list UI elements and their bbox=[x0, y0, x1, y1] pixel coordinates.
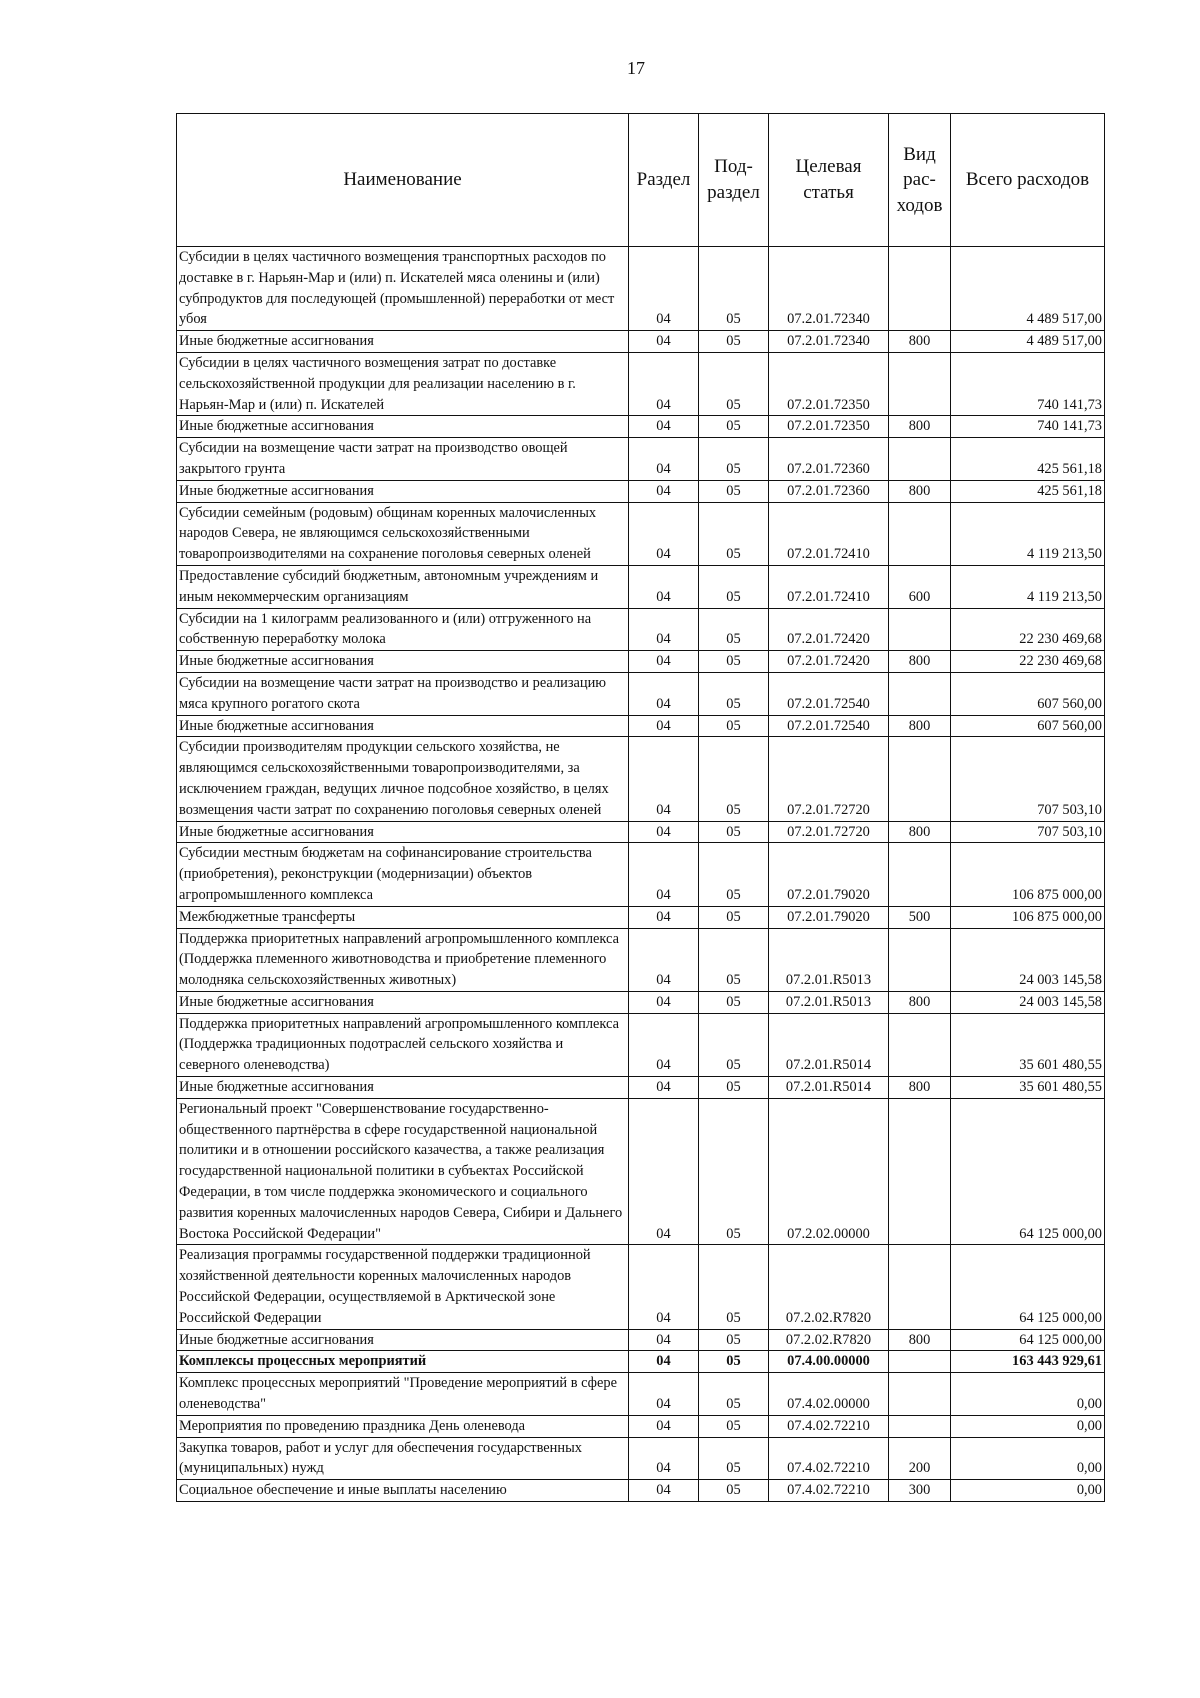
cell-total: 0,00 bbox=[951, 1480, 1105, 1502]
cell-name: Закупка товаров, работ и услуг для обеспечения государственных (муниципальных) нужд bbox=[177, 1437, 629, 1480]
cell-subsection: 05 bbox=[699, 352, 769, 415]
cell-subsection: 05 bbox=[699, 715, 769, 737]
cell-target: 07.2.01.R5014 bbox=[769, 1013, 889, 1076]
cell-type: 800 bbox=[889, 715, 951, 737]
cell-name: Иные бюджетные ассигнования bbox=[177, 480, 629, 502]
cell-type: 800 bbox=[889, 331, 951, 353]
cell-name: Иные бюджетные ассигнования bbox=[177, 1329, 629, 1351]
cell-section: 04 bbox=[629, 608, 699, 651]
cell-subsection: 05 bbox=[699, 821, 769, 843]
cell-name: Субсидии в целях частичного возмещения затрат по доставке сельскохозяйственной продукции для реализации населению в г. Нарьян-Мар и (или) п. Искателей bbox=[177, 352, 629, 415]
cell-total: 0,00 bbox=[951, 1437, 1105, 1480]
cell-total: 4 119 213,50 bbox=[951, 502, 1105, 565]
cell-name: Иные бюджетные ассигнования bbox=[177, 1077, 629, 1099]
cell-total: 4 489 517,00 bbox=[951, 247, 1105, 331]
cell-type: 800 bbox=[889, 416, 951, 438]
cell-type bbox=[889, 352, 951, 415]
cell-target: 07.2.01.72360 bbox=[769, 480, 889, 502]
cell-type bbox=[889, 502, 951, 565]
cell-subsection: 05 bbox=[699, 1329, 769, 1351]
cell-target: 07.2.01.72720 bbox=[769, 821, 889, 843]
cell-target: 07.4.02.72210 bbox=[769, 1437, 889, 1480]
cell-total: 607 560,00 bbox=[951, 672, 1105, 715]
table-row bbox=[177, 352, 1105, 415]
cell-target: 07.2.01.72360 bbox=[769, 438, 889, 481]
cell-section: 04 bbox=[629, 1245, 699, 1329]
cell-section: 04 bbox=[629, 1077, 699, 1099]
cell-section: 04 bbox=[629, 651, 699, 673]
cell-target: 07.4.02.72210 bbox=[769, 1480, 889, 1502]
cell-section: 04 bbox=[629, 928, 699, 991]
cell-total: 0,00 bbox=[951, 1373, 1105, 1416]
table-row bbox=[177, 1480, 1105, 1502]
cell-name: Иные бюджетные ассигнования bbox=[177, 651, 629, 673]
cell-type: 800 bbox=[889, 991, 951, 1013]
cell-section: 04 bbox=[629, 352, 699, 415]
cell-section: 04 bbox=[629, 715, 699, 737]
table-row bbox=[177, 1013, 1105, 1076]
cell-type bbox=[889, 608, 951, 651]
cell-subsection: 05 bbox=[699, 1098, 769, 1245]
cell-section: 04 bbox=[629, 1013, 699, 1076]
cell-type bbox=[889, 1245, 951, 1329]
cell-total: 24 003 145,58 bbox=[951, 991, 1105, 1013]
cell-name: Субсидии в целях частичного возмещения транспортных расходов по доставке в г. Нарьян-Мар и (или) п. Искателей мяса оленины и (или) субпродуктов для последующей (промышленной) переработки от мест убоя bbox=[177, 247, 629, 331]
table-row bbox=[177, 1329, 1105, 1351]
table-row bbox=[177, 1437, 1105, 1480]
table-row bbox=[177, 438, 1105, 481]
table-row bbox=[177, 331, 1105, 353]
cell-subsection: 05 bbox=[699, 1373, 769, 1416]
cell-subsection: 05 bbox=[699, 480, 769, 502]
table-row bbox=[177, 1351, 1105, 1373]
table-row bbox=[177, 843, 1105, 906]
table-row bbox=[177, 416, 1105, 438]
cell-total: 22 230 469,68 bbox=[951, 651, 1105, 673]
cell-type bbox=[889, 1415, 951, 1437]
table-row bbox=[177, 928, 1105, 991]
cell-type bbox=[889, 1013, 951, 1076]
cell-name: Социальное обеспечение и иные выплаты населению bbox=[177, 1480, 629, 1502]
cell-section: 04 bbox=[629, 480, 699, 502]
cell-subsection: 05 bbox=[699, 651, 769, 673]
cell-total: 106 875 000,00 bbox=[951, 906, 1105, 928]
cell-section: 04 bbox=[629, 1480, 699, 1502]
cell-type bbox=[889, 737, 951, 821]
cell-section: 04 bbox=[629, 1351, 699, 1373]
cell-section: 04 bbox=[629, 672, 699, 715]
cell-section: 04 bbox=[629, 1098, 699, 1245]
cell-target: 07.2.01.72350 bbox=[769, 352, 889, 415]
cell-total: 64 125 000,00 bbox=[951, 1329, 1105, 1351]
cell-name: Субсидии производителям продукции сельского хозяйства, не являющимся сельскохозяйственными товаропроизводителями, за исключением граждан, ведущих личное подсобное хозяйство, в целях возмещения части затрат по сохранению поголовья северных оленей bbox=[177, 737, 629, 821]
header-name: Наименование bbox=[177, 114, 629, 247]
table-row bbox=[177, 1245, 1105, 1329]
table-header bbox=[177, 114, 1105, 247]
cell-subsection: 05 bbox=[699, 1480, 769, 1502]
cell-name: Субсидии на возмещение части затрат на производство овощей закрытого грунта bbox=[177, 438, 629, 481]
cell-target: 07.2.01.72350 bbox=[769, 416, 889, 438]
cell-subsection: 05 bbox=[699, 331, 769, 353]
cell-name: Поддержка приоритетных направлений агропромышленного комплекса (Поддержка племенного животноводства и приобретение племенного молодняка сельскохозяйственных животных) bbox=[177, 928, 629, 991]
cell-name: Иные бюджетные ассигнования bbox=[177, 715, 629, 737]
cell-target: 07.4.02.72210 bbox=[769, 1415, 889, 1437]
cell-subsection: 05 bbox=[699, 1013, 769, 1076]
cell-target: 07.4.00.00000 bbox=[769, 1351, 889, 1373]
cell-name: Иные бюджетные ассигнования bbox=[177, 331, 629, 353]
cell-type bbox=[889, 1098, 951, 1245]
cell-section: 04 bbox=[629, 1373, 699, 1416]
cell-name: Субсидии семейным (родовым) общинам коренных малочисленных народов Севера, не являющимся сельскохозяйственными товаропроизводителями на сохранение поголовья северных оленей bbox=[177, 502, 629, 565]
cell-section: 04 bbox=[629, 438, 699, 481]
table-row bbox=[177, 1373, 1105, 1416]
table-row bbox=[177, 651, 1105, 673]
cell-total: 0,00 bbox=[951, 1415, 1105, 1437]
header-section: Раздел bbox=[629, 114, 699, 247]
cell-name: Реализация программы государственной поддержки традиционной хозяйственной деятельности коренных малочисленных народов Российской Федерации, осуществляемой в Арктической зоне Российской Федерации bbox=[177, 1245, 629, 1329]
cell-subsection: 05 bbox=[699, 502, 769, 565]
cell-total: 163 443 929,61 bbox=[951, 1351, 1105, 1373]
cell-section: 04 bbox=[629, 416, 699, 438]
cell-type: 600 bbox=[889, 565, 951, 608]
cell-section: 04 bbox=[629, 737, 699, 821]
cell-target: 07.2.01.72410 bbox=[769, 502, 889, 565]
header-total: Всего расходов bbox=[951, 114, 1105, 247]
cell-subsection: 05 bbox=[699, 565, 769, 608]
cell-target: 07.2.01.R5013 bbox=[769, 991, 889, 1013]
cell-subsection: 05 bbox=[699, 608, 769, 651]
cell-subsection: 05 bbox=[699, 1415, 769, 1437]
cell-type: 300 bbox=[889, 1480, 951, 1502]
table-row bbox=[177, 1077, 1105, 1099]
cell-total: 64 125 000,00 bbox=[951, 1245, 1105, 1329]
cell-type: 500 bbox=[889, 906, 951, 928]
cell-subsection: 05 bbox=[699, 438, 769, 481]
page-number: 17 bbox=[627, 58, 645, 78]
cell-target: 07.2.02.R7820 bbox=[769, 1245, 889, 1329]
cell-target: 07.2.01.72720 bbox=[769, 737, 889, 821]
cell-target: 07.2.01.79020 bbox=[769, 843, 889, 906]
cell-type bbox=[889, 1373, 951, 1416]
cell-subsection: 05 bbox=[699, 1351, 769, 1373]
table-row bbox=[177, 906, 1105, 928]
cell-section: 04 bbox=[629, 1415, 699, 1437]
cell-target: 07.2.01.72340 bbox=[769, 331, 889, 353]
cell-target: 07.2.01.72540 bbox=[769, 672, 889, 715]
cell-subsection: 05 bbox=[699, 672, 769, 715]
cell-type bbox=[889, 247, 951, 331]
budget-table bbox=[176, 113, 1105, 1502]
cell-total: 106 875 000,00 bbox=[951, 843, 1105, 906]
cell-total: 607 560,00 bbox=[951, 715, 1105, 737]
cell-total: 64 125 000,00 bbox=[951, 1098, 1105, 1245]
cell-name: Субсидии на возмещение части затрат на производство и реализацию мяса крупного рогатого скота bbox=[177, 672, 629, 715]
cell-name: Иные бюджетные ассигнования bbox=[177, 416, 629, 438]
cell-total: 707 503,10 bbox=[951, 821, 1105, 843]
cell-target: 07.2.01.79020 bbox=[769, 906, 889, 928]
table-row bbox=[177, 991, 1105, 1013]
table-row bbox=[177, 821, 1105, 843]
cell-name: Комплекс процессных мероприятий "Проведение мероприятий в сфере оленеводства" bbox=[177, 1373, 629, 1416]
cell-target: 07.2.01.R5014 bbox=[769, 1077, 889, 1099]
cell-total: 22 230 469,68 bbox=[951, 608, 1105, 651]
cell-type: 800 bbox=[889, 1329, 951, 1351]
table-row bbox=[177, 1415, 1105, 1437]
cell-name: Комплексы процессных мероприятий bbox=[177, 1351, 629, 1373]
table-row bbox=[177, 565, 1105, 608]
cell-type bbox=[889, 672, 951, 715]
cell-type: 200 bbox=[889, 1437, 951, 1480]
cell-subsection: 05 bbox=[699, 1077, 769, 1099]
cell-total: 24 003 145,58 bbox=[951, 928, 1105, 991]
cell-subsection: 05 bbox=[699, 991, 769, 1013]
cell-subsection: 05 bbox=[699, 843, 769, 906]
cell-type bbox=[889, 843, 951, 906]
cell-section: 04 bbox=[629, 843, 699, 906]
cell-subsection: 05 bbox=[699, 416, 769, 438]
cell-type: 800 bbox=[889, 651, 951, 673]
cell-section: 04 bbox=[629, 565, 699, 608]
cell-type: 800 bbox=[889, 1077, 951, 1099]
cell-section: 04 bbox=[629, 821, 699, 843]
cell-name: Предоставление субсидий бюджетным, автономным учреждениям и иным некоммерческим организациям bbox=[177, 565, 629, 608]
cell-subsection: 05 bbox=[699, 1245, 769, 1329]
cell-name: Иные бюджетные ассигнования bbox=[177, 991, 629, 1013]
cell-target: 07.2.01.72420 bbox=[769, 651, 889, 673]
cell-subsection: 05 bbox=[699, 247, 769, 331]
table-row bbox=[177, 715, 1105, 737]
cell-section: 04 bbox=[629, 331, 699, 353]
cell-name: Региональный проект "Совершенствование государственно-общественного партнёрства в сфере государственной национальной политики и в отношении российского казачества, а также реализация государственной национальной политики в субъектах Российской Федерации, в том числе поддержка экономического и социального развития коренных малочисленных народов Севера, Сибири и Дальнего Востока Российской Федерации" bbox=[177, 1098, 629, 1245]
cell-type bbox=[889, 928, 951, 991]
cell-total: 4 119 213,50 bbox=[951, 565, 1105, 608]
table-row bbox=[177, 608, 1105, 651]
cell-target: 07.2.01.72410 bbox=[769, 565, 889, 608]
cell-type: 800 bbox=[889, 821, 951, 843]
cell-target: 07.2.01.72540 bbox=[769, 715, 889, 737]
table-body bbox=[177, 247, 1105, 1502]
table-row bbox=[177, 672, 1105, 715]
cell-target: 07.2.02.R7820 bbox=[769, 1329, 889, 1351]
table-row bbox=[177, 480, 1105, 502]
cell-section: 04 bbox=[629, 247, 699, 331]
cell-section: 04 bbox=[629, 1329, 699, 1351]
header-type: Вид рас- ходов bbox=[889, 114, 951, 247]
cell-name: Поддержка приоритетных направлений агропромышленного комплекса (Поддержка традиционных подотраслей сельского хозяйства и северного оленеводства) bbox=[177, 1013, 629, 1076]
cell-subsection: 05 bbox=[699, 1437, 769, 1480]
cell-section: 04 bbox=[629, 906, 699, 928]
table-row bbox=[177, 502, 1105, 565]
cell-section: 04 bbox=[629, 502, 699, 565]
cell-target: 07.2.02.00000 bbox=[769, 1098, 889, 1245]
cell-name: Мероприятия по проведению праздника День оленевода bbox=[177, 1415, 629, 1437]
cell-target: 07.4.02.00000 bbox=[769, 1373, 889, 1416]
cell-target: 07.2.01.72340 bbox=[769, 247, 889, 331]
header-subsection: Под- раздел bbox=[699, 114, 769, 247]
cell-total: 35 601 480,55 bbox=[951, 1077, 1105, 1099]
cell-section: 04 bbox=[629, 1437, 699, 1480]
cell-total: 425 561,18 bbox=[951, 480, 1105, 502]
cell-total: 425 561,18 bbox=[951, 438, 1105, 481]
table-row bbox=[177, 247, 1105, 331]
cell-target: 07.2.01.72420 bbox=[769, 608, 889, 651]
cell-total: 740 141,73 bbox=[951, 352, 1105, 415]
table-row bbox=[177, 1098, 1105, 1245]
header-target: Целевая статья bbox=[769, 114, 889, 247]
cell-type: 800 bbox=[889, 480, 951, 502]
cell-target: 07.2.01.R5013 bbox=[769, 928, 889, 991]
cell-name: Иные бюджетные ассигнования bbox=[177, 821, 629, 843]
cell-name: Субсидии местным бюджетам на софинансирование строительства (приобретения), реконструкции (модернизации) объектов агропромышленного комплекса bbox=[177, 843, 629, 906]
cell-section: 04 bbox=[629, 991, 699, 1013]
cell-name: Субсидии на 1 килограмм реализованного и (или) отгруженного на собственную переработку молока bbox=[177, 608, 629, 651]
cell-total: 707 503,10 bbox=[951, 737, 1105, 821]
cell-total: 4 489 517,00 bbox=[951, 331, 1105, 353]
cell-name: Межбюджетные трансферты bbox=[177, 906, 629, 928]
table-row bbox=[177, 737, 1105, 821]
cell-subsection: 05 bbox=[699, 737, 769, 821]
cell-type bbox=[889, 1351, 951, 1373]
cell-total: 740 141,73 bbox=[951, 416, 1105, 438]
cell-subsection: 05 bbox=[699, 928, 769, 991]
cell-total: 35 601 480,55 bbox=[951, 1013, 1105, 1076]
cell-subsection: 05 bbox=[699, 906, 769, 928]
cell-type bbox=[889, 438, 951, 481]
